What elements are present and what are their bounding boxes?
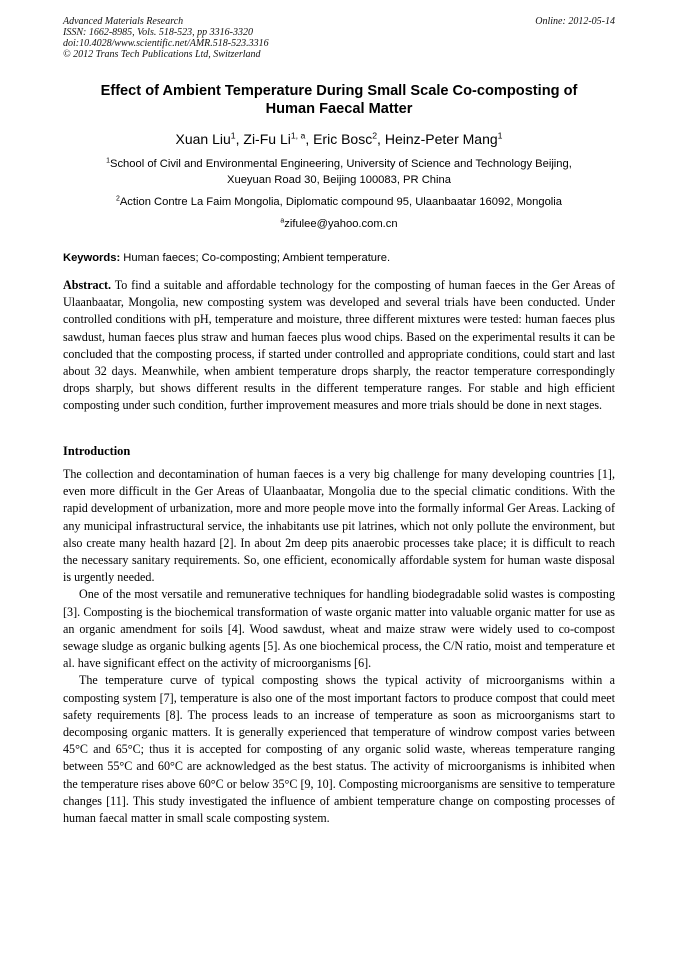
- online-date: Online: 2012-05-14: [535, 16, 615, 27]
- author-sup: 1: [497, 130, 503, 141]
- affiliation-line: Xueyuan Road 30, Beijing 100083, PR China: [227, 174, 451, 186]
- keywords-text: Human faeces; Co-composting; Ambient temperature.: [120, 252, 391, 264]
- keywords-label: Keywords:: [63, 252, 121, 264]
- author-name: Eric Bosc: [313, 131, 373, 147]
- author-email: [63, 216, 615, 232]
- section-heading: Introduction: [63, 444, 131, 458]
- author-name: Xuan Liu: [175, 131, 231, 147]
- issn-line: ISSN: 1662-8985, Vols. 518-523, pp 3316-3320: [63, 27, 253, 38]
- author-sup: 1: [230, 130, 236, 141]
- affiliation-sup: 2: [115, 195, 120, 203]
- introduction-body: [63, 466, 615, 827]
- title-line-1: Effect of Ambient Temperature During Small Scale Co-composting of: [100, 83, 578, 99]
- email-sup: a: [280, 217, 285, 225]
- affiliation-1: [63, 156, 615, 188]
- paragraph: The temperature curve of typical composting shows the typical activity of microorganisms within a composting system [7], temperature is also one of the most important factors to produce compost that could meet safety requirements [8]. The process leads to an increase of temperature as soon as microorganisms start to decomposing organic matters. It is generally experienced that temperature of windrow compost varies between 45°C and 65°C; thus it is accepted for composting of any organic solid waste, whereas temperature ranging between 55°C and 60°C are acknowledged as the best status. The activity of microorganisms is inhibited when the temperature rises above 60°C or below 35°C [9, 10]. Composting microorganisms are sensitive to temperature changes [11]. This study investigated the influence of ambient temperature change on composting processes of human faecal matter in small scale composting system.: [63, 673, 615, 826]
- abstract-text: To find a suitable and affordable technology for the composting of human faeces in the Ger Areas of Ulaanbaatar, Mongolia, new composting system was developed and several trials have been conducted. Under controlled conditions with pH, temperature and moisture, three different mixtures were tested: human faeces plus sawdust, human faeces plus straw and human faeces plus wood chips. Based on the experimental results it can be concluded that the composting process, if started under controlled and appropriate conditions, could start and last about 32 days. Meanwhile, when ambient temperature drops sharply, the reactor temperature correspondingly drops sharply, but shows different results in the different temperature ranges. For stable and high efficient composting under such condition, further improvement measures and more trials should be done in next stages.: [63, 278, 615, 413]
- email-address: zifulee@yahoo.com.cn: [284, 218, 398, 230]
- copyright-line: © 2012 Trans Tech Publications Ltd, Switzerland: [63, 49, 261, 60]
- abstract-label: Abstract.: [63, 278, 112, 292]
- author-sup: 2: [372, 130, 378, 141]
- affiliation-line: School of Civil and Environmental Engineering, University of Science and Technology Beijing,: [110, 158, 572, 170]
- author-name: Heinz-Peter Mang: [384, 131, 498, 147]
- author-name: Zi-Fu Li: [243, 131, 291, 147]
- paper-title: [63, 82, 615, 118]
- affiliation-2: [63, 194, 615, 210]
- affiliation-sup: 1: [106, 157, 110, 165]
- keywords: [63, 251, 615, 265]
- paragraph: One of the most versatile and remunerative techniques for handling biodegradable solid wastes is composting [3]. Composting is the biochemical transformation of waste organic matter into valuable organic matter for use as an organic amendment for soils [4]. Wood sawdust, wheat and maize straw were widely used to co-compost sewage sludge as organic bulking agents [5]. As one biochemical process, the C/N ratio, moist and temperature et al. have significant effect on the activity of microorganisms [6].: [63, 587, 615, 671]
- affiliation-line: Action Contre La Faim Mongolia, Diplomatic compound 95, Ulaanbaatar 16092, Mongolia: [119, 196, 563, 208]
- title-line-2: Human Faecal Matter: [265, 101, 413, 117]
- journal-header: [63, 16, 615, 60]
- author-sup: 1, a: [290, 130, 306, 141]
- journal-name: Advanced Materials Research: [63, 16, 184, 27]
- abstract: [63, 277, 615, 415]
- paragraph: The collection and decontamination of human faeces is a very big challenge for many developing countries [1], even more difficult in the Ger Areas of Ulaanbaatar, Mongolia due to the special climatic conditions. With the rapid development of urbanization, more and more people move into the formally informal Ger Areas. Lacking of any municipal infrastructural service, the inhabitants use pit latrines, which not only pollute the environment, but also create many health hazard [2]. In about 2m deep pits anaerobic processes take place; it is difficult to reach the necessary sanitary requirements. So, one efficient, economically affordable system for human waste disposal is urgently needed.: [63, 467, 615, 585]
- doi-line: doi:10.4028/www.scientific.net/AMR.518-523.3316: [63, 38, 269, 49]
- author-list: Xuan Liu$^1$, Zi-Fu Li$^{1, a}$, Eric Bosc$^2$, Heinz-Peter Mang$^1$: [175, 130, 503, 147]
